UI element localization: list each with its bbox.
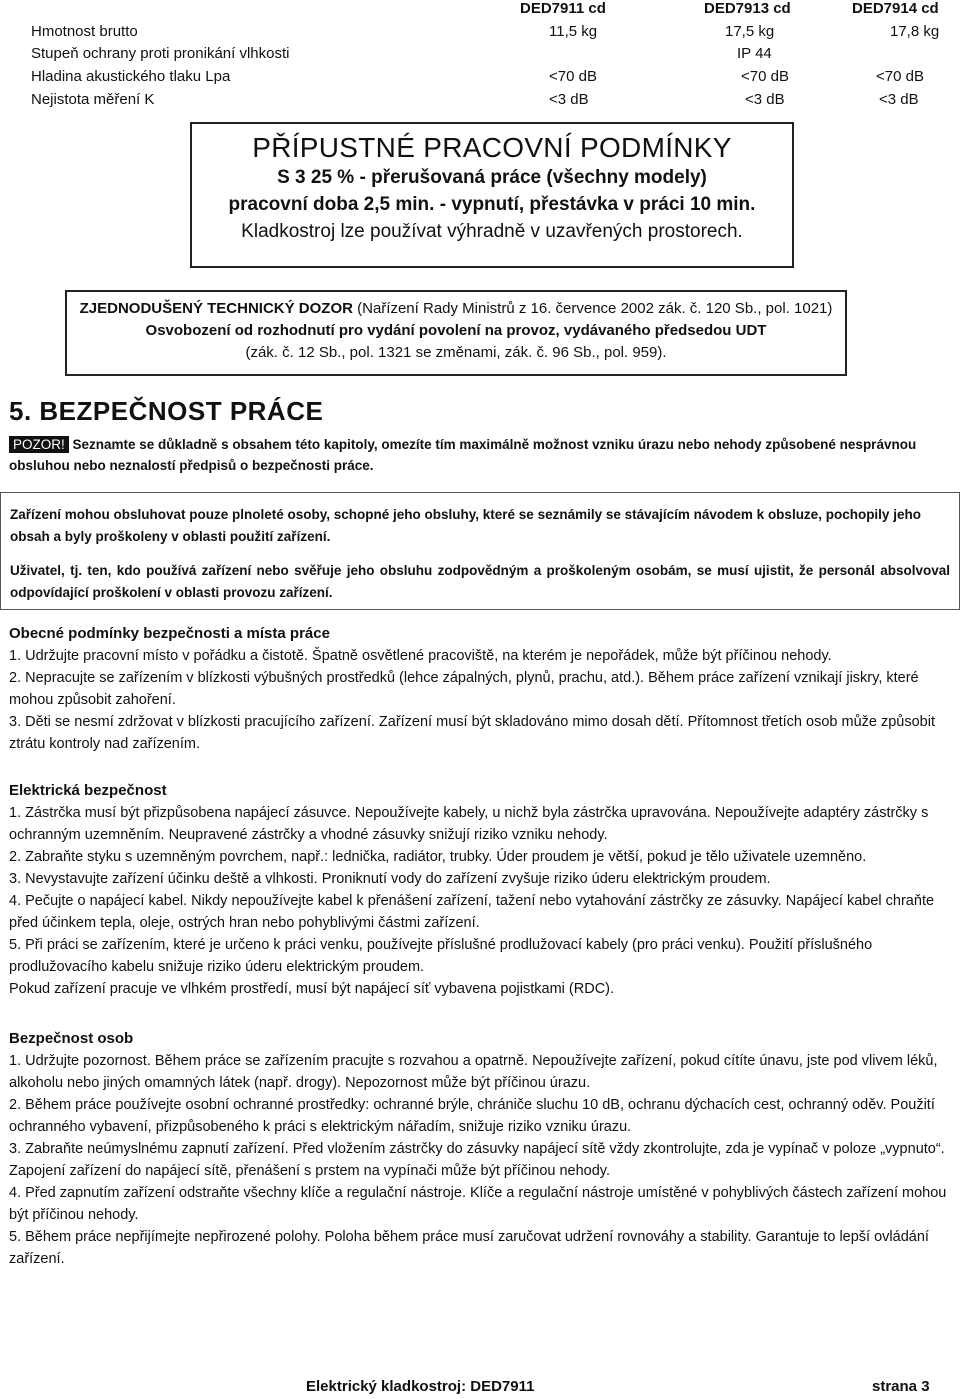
- supervision-line: Osvobození od rozhodnutí pro vydání povolení na provoz, vydávaného předsedou UDT: [145, 322, 767, 339]
- spec-label: Stupeň ochrany proti pronikání vlhkosti: [31, 45, 290, 62]
- warning-text: Seznamte se důkladně s obsahem této kapitoly, omezíte tím maximálně možnost vzniku úrazu nebo nehody způsobené nesprávnou obsluhou nebo neznalostí předpisů o bezpečnosti práce.: [9, 437, 917, 473]
- spec-header-1: DED7911 cd: [520, 0, 606, 17]
- footer-title: Elektrický kladkostroj: DED7911: [306, 1378, 535, 1395]
- spec-value: 17,8 kg: [890, 23, 940, 40]
- conditions-line: Kladkostroj lze používat výhradně v uzavřených prostorech.: [241, 221, 743, 242]
- spec-value: 11,5 kg: [549, 23, 598, 40]
- spec-value: <3 dB: [879, 91, 919, 108]
- list-item: 4. Před zapnutím zařízení odstraňte všechny klíče a regulační nástroje. Klíče a regulační nástroje umístěné v pohyblivých částech zařízení mohou být příčinou nehody.: [9, 1185, 947, 1223]
- list-item: 3. Zabraňte neúmyslnému zapnutí zařízení. Před vložením zástrčky do zásuvky napájecí sítě vždy zkontrolujte, zda je vypínač v poloze „vypnuto“. Zapojení zařízení do napájecí sítě, přenášení s prstem na vypínači může být příčinou nehody.: [9, 1141, 945, 1179]
- general-safety-section: [9, 623, 949, 755]
- list-item: 3. Nevystavujte zařízení účinku deště a vlhkosti. Proniknutí vody do zařízení zvyšuje riziko úderu elektrickým proudem.: [9, 871, 771, 887]
- supervision-title: [67, 298, 845, 320]
- spec-label: Nejistota měření K: [31, 91, 155, 108]
- working-conditions-title: PŘÍPUSTNÉ PRACOVNÍ PODMÍNKY: [252, 132, 732, 163]
- pozor-badge: POZOR!: [9, 436, 69, 453]
- list-item: Pokud zařízení pracuje ve vlhkém prostředí, musí být napájecí síť vybavena pojistkami (RDC).: [9, 981, 615, 997]
- list-item: 3. Děti se nesmí zdržovat v blízkosti pracujícího zařízení. Zařízení musí být skladováno mimo dosah dětí. Přítomnost třetích osob může způsobit ztrátu kontroly nad zařízením.: [9, 714, 935, 752]
- spec-value: <70 dB: [876, 68, 924, 85]
- supervision-title-rest: (Nařízení Rady Ministrů z 16. července 2002 zák. č. 120 Sb., pol. 1021): [352, 300, 833, 317]
- spec-value: <70 dB: [741, 68, 789, 85]
- operator-info-box: [0, 492, 960, 610]
- info-paragraph: Zařízení mohou obsluhovat pouze plnoleté osoby, schopné jeho obsluhy, které se seznámily se stávajícím návodem k obsluze, pochopily jeho obsah a byly proškoleny v oblasti použití zařízení.: [10, 507, 921, 544]
- electrical-safety-section: [9, 780, 949, 1000]
- list-item: 1. Udržujte pracovní místo v pořádku a čistotě. Špatně osvětlené pracoviště, na kterém je nepořádek, může být příčinou nehody.: [9, 648, 832, 664]
- spec-value: IP 44: [737, 45, 772, 62]
- spec-header-3: DED7914 cd: [852, 0, 939, 17]
- list-item: 1. Udržujte pozornost. Během práce se zařízením pracujte s rozvahou a opatrně. Nepoužívejte zařízení, pokud cítíte únavu, jste pod vlivem léků, alkoholu nebo jiných omamných látek (např. drogy). Nepozornost může být příčinou úrazu.: [9, 1053, 938, 1091]
- personal-safety-section: [9, 1028, 949, 1270]
- list-item: 5. Během práce nepřijímejte nepřirozené polohy. Poloha během práce musí zaručovat udržení rovnováhy a stability. Garantuje to lepší ovládání zařízení.: [9, 1229, 929, 1267]
- spec-label: Hladina akustického tlaku Lpa: [31, 68, 231, 85]
- supervision-title-bold: ZJEDNODUŠENÝ TECHNICKÝ DOZOR: [79, 300, 353, 317]
- spec-value: <70 dB: [549, 68, 597, 85]
- list-item: 1. Zástrčka musí být přizpůsobena napájecí zásuvce. Nepoužívejte kabely, u nichž byla zástrčka upravována. Nepoužívejte adaptéry zástrčky s ochranným uzemněním. Neupravené zástrčky a vhodné zásuvky snižují riziko vzniku nehody.: [9, 805, 929, 843]
- list-item: 4. Pečujte o napájecí kabel. Nikdy nepoužívejte kabel k přenášení zařízení, tažení nebo vytahování zástrčky ze zásuvky. Napájecí kabel chraňte před účinkem tepla, oleje, ostrých hran nebo pohyblivými částmi zařízení.: [9, 893, 935, 931]
- spec-value: <3 dB: [549, 91, 589, 108]
- section-heading: Elektrická bezpečnost: [9, 782, 167, 799]
- supervision-line: (zák. č. 12 Sb., pol. 1321 se změnami, zák. č. 96 Sb., pol. 959).: [245, 344, 667, 361]
- section-heading: Bezpečnost osob: [9, 1030, 134, 1047]
- technical-supervision-box: [65, 290, 847, 376]
- section-title: 5. BEZPEČNOST PRÁCE: [9, 396, 324, 426]
- conditions-line: pracovní doba 2,5 min. - vypnutí, přestávka v práci 10 min.: [228, 194, 756, 215]
- warning-paragraph: [9, 434, 949, 476]
- page-number: strana 3: [872, 1378, 930, 1395]
- list-item: 2. Během práce používejte osobní ochranné prostředky: ochranné brýle, chrániče sluchu 10 dB, ochranu dýchacích cest, ochranný oděv. Použití ochranného vybavení, přizpůsobeného k práci s elektrickým nářadím, snižuje riziko vzniku úrazu.: [9, 1097, 935, 1135]
- list-item: 5. Při práci se zařízením, které je určeno k práci venku, používejte příslušné prodlužovací kabely (pro práci venku). Použití příslušného prodlužovacího kabelu snižuje riziko úderu elektrickým proudem.: [9, 937, 873, 975]
- info-paragraph: Uživatel, tj. ten, kdo používá zařízení nebo svěřuje jeho obsluhu zodpovědným a proškoleným osobám, se musí ujistit, že personál absolvoval odpovídající proškolení v oblasti provozu zařízení.: [10, 563, 950, 600]
- spec-value: 17,5 kg: [725, 23, 775, 40]
- spec-header-2: DED7913 cd: [704, 0, 791, 17]
- spec-label: Hmotnost brutto: [31, 23, 138, 40]
- section-heading: Obecné podmínky bezpečnosti a místa práce: [9, 625, 330, 642]
- list-item: 2. Nepracujte se zařízením v blízkosti výbušných prostředků (lehce zápalných, plynů, prachu, atd.). Během práce zařízení vznikají jiskry, které mohou způsobit zahoření.: [9, 670, 919, 708]
- spec-value: <3 dB: [745, 91, 785, 108]
- list-item: 2. Zabraňte styku s uzemněným povrchem, např.: lednička, radiátor, trubky. Úder proudem je větší, pokud je tělo uživatele uzemněno.: [9, 849, 867, 865]
- conditions-line: S 3 25 % - přerušovaná práce (všechny modely): [277, 167, 707, 188]
- working-conditions-box: [190, 122, 794, 268]
